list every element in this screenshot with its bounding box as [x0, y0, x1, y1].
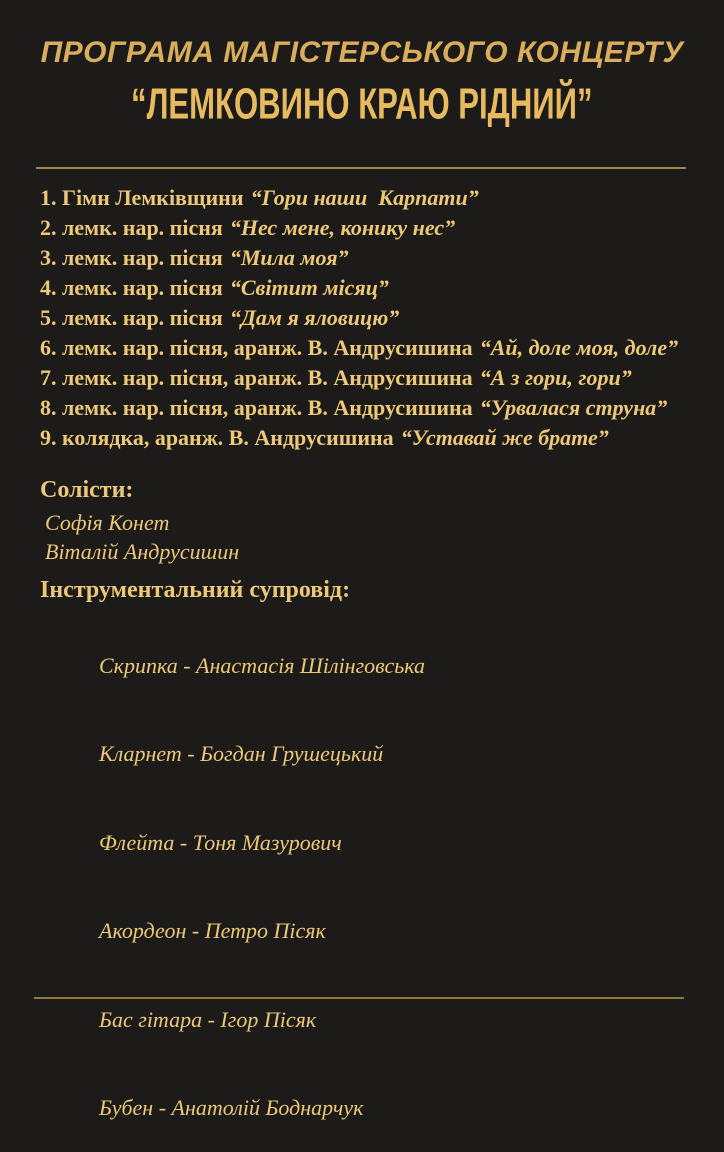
top-divider	[36, 167, 686, 169]
performer-name: Анастасія Шілінговська	[196, 653, 425, 678]
performer-name: Богдан Грушецький	[200, 741, 383, 766]
performer-name: Тоня Мазурович	[193, 830, 342, 855]
page-title: ПРОГРАМА МАГІСТЕРСЬКОГО КОНЦЕРТУ	[0, 36, 724, 70]
instrument-name: Флейта	[99, 830, 174, 855]
program-item-song: “Світит місяц”	[230, 275, 389, 300]
program-item-song: “Урвалася струна”	[480, 395, 668, 420]
soloist-name: Софія Конет	[45, 508, 708, 537]
instrument-name: Скрипка	[99, 653, 178, 678]
instrument-name: Бубен	[99, 1095, 153, 1120]
accompaniment-list	[40, 621, 708, 1152]
program-item-label: 1. Гімн Лемківщини	[40, 185, 244, 210]
separator: -	[174, 830, 192, 855]
content	[40, 183, 708, 1152]
separator: -	[178, 653, 196, 678]
accompaniment-row	[55, 887, 708, 976]
program-item	[40, 333, 708, 363]
accompaniment-row	[55, 710, 708, 799]
accompaniment-row	[55, 1064, 708, 1152]
program-item	[40, 243, 708, 273]
accompaniment-row	[55, 798, 708, 887]
program-item-label: 6. лемк. нар. пісня, аранж. В. Андрусишина	[40, 335, 473, 360]
program-item	[40, 303, 708, 333]
instrument-name: Кларнет	[99, 741, 182, 766]
program-item	[40, 183, 708, 213]
program-item-song: “Гори наши Карпати”	[251, 185, 479, 210]
performer-name: Петро Пісяк	[205, 918, 326, 943]
program-item-label: 8. лемк. нар. пісня, аранж. В. Андрусишина	[40, 395, 473, 420]
soloists-heading: Солісти:	[40, 475, 708, 505]
concert-subtitle	[0, 80, 724, 128]
soloists-names	[40, 508, 708, 566]
header	[0, 0, 724, 128]
program-item-label: 9. колядка, аранж. В. Андрусишина	[40, 425, 394, 450]
performer-name: Анатолій Боднарчук	[172, 1095, 364, 1120]
program-item-label: 5. лемк. нар. пісня	[40, 305, 223, 330]
separator: -	[202, 1007, 220, 1032]
program-item-song: “Дам я яловицю”	[230, 305, 399, 330]
program-item	[40, 213, 708, 243]
accompaniment-row	[55, 975, 708, 1064]
program-item	[40, 423, 708, 453]
performer-name: Ігор Пісяк	[220, 1007, 316, 1032]
concert-subtitle-text: “ЛЕМКОВИНО КРАЮ РІДНИЙ”	[131, 79, 592, 129]
accompaniment-heading: Інструментальний супровід:	[40, 575, 708, 605]
program-item	[40, 273, 708, 303]
program-item-song: “Ай, доле моя, доле”	[480, 335, 678, 360]
bottom-divider	[34, 997, 684, 999]
program-item-song: “Нес мене, конику нес”	[230, 215, 455, 240]
accompaniment-row	[55, 621, 708, 710]
separator: -	[186, 918, 204, 943]
soloist-name: Віталій Андрусишин	[45, 537, 708, 566]
program-item-label: 7. лемк. нар. пісня, аранж. В. Андрусишина	[40, 365, 473, 390]
program-item-label: 4. лемк. нар. пісня	[40, 275, 223, 300]
separator: -	[153, 1095, 171, 1120]
separator: -	[182, 741, 200, 766]
program-item-song: “А з гори, гори”	[480, 365, 632, 390]
instrument-name: Бас гітара	[99, 1007, 202, 1032]
instrument-name: Акордеон	[99, 918, 186, 943]
program-item-song: “Мила моя”	[230, 245, 349, 270]
program-item-label: 3. лемк. нар. пісня	[40, 245, 223, 270]
program-item-song: “Уставай же брате”	[401, 425, 609, 450]
program-item-label: 2. лемк. нар. пісня	[40, 215, 223, 240]
program-item	[40, 393, 708, 423]
program-item	[40, 363, 708, 393]
program-list	[40, 183, 708, 453]
